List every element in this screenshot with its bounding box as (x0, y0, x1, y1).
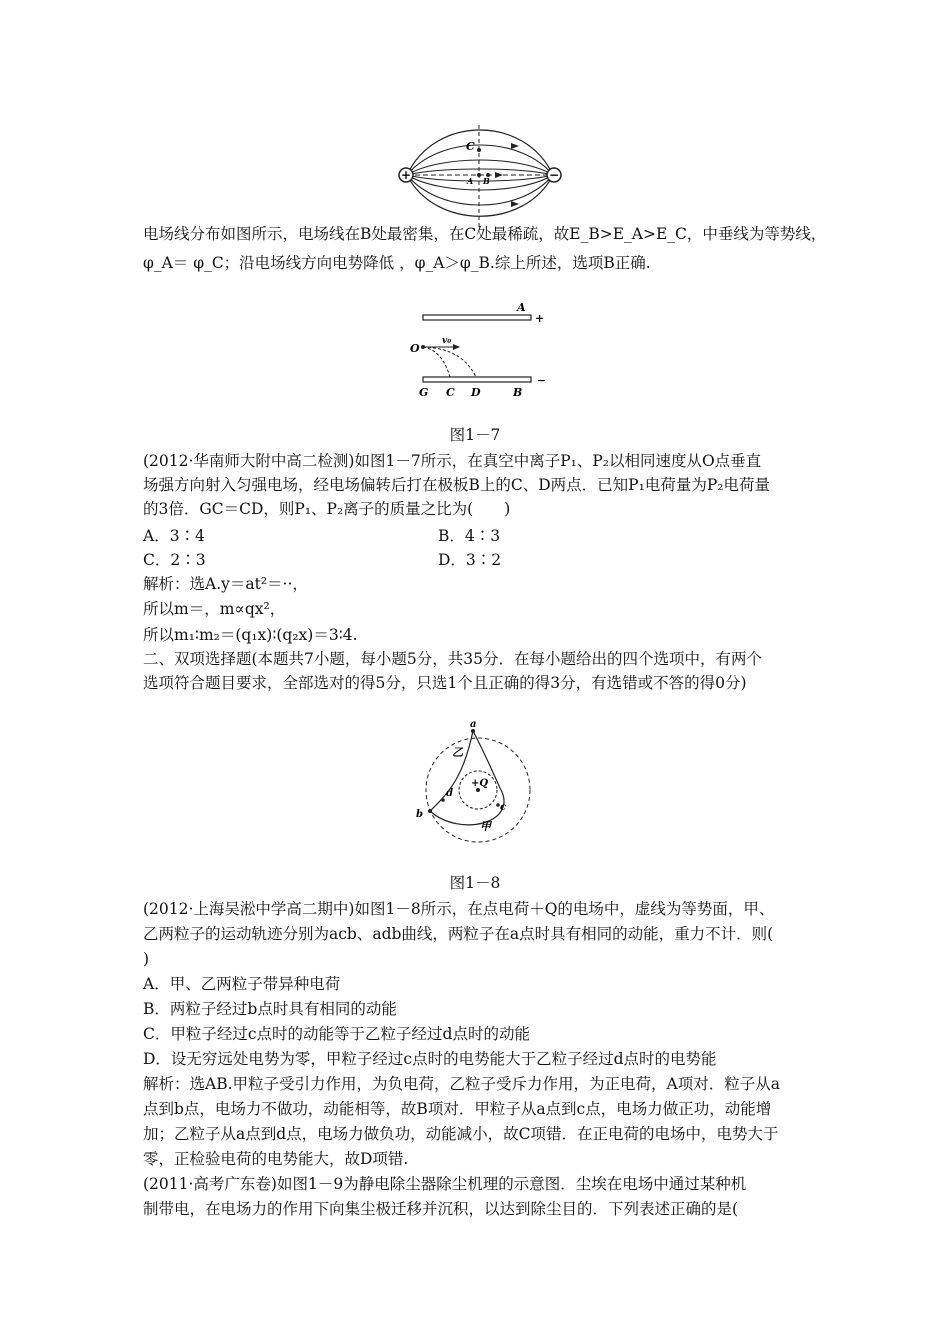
q18-line2: 乙两粒子的运动轨迹分别为acb、adb曲线，两粒子在a点时具有相同的动能，重力不计．则( (143, 925, 774, 943)
label-d: d (446, 788, 453, 799)
label-v0: v₀ (442, 336, 452, 346)
q17-option-b: B．4∶3 (438, 527, 501, 545)
q19-line1: (2011·高考广东卷)如图1－9为静电除尘器除尘机理的示意图．尘埃在电场中通过某种机 (143, 1175, 747, 1193)
q17-option-a: A．3∶4 (143, 527, 205, 545)
label-g: G (419, 386, 429, 399)
label-a: A (467, 176, 474, 186)
q17-line1: (2012·华南师大附中高二检测)如图1－7所示，在真空中离子P₁、P₂以相同速度从O点垂直 (143, 452, 762, 470)
label-c: C (466, 140, 475, 153)
plus-label: + (401, 168, 412, 182)
label-c: C (446, 386, 455, 399)
label-b: B (483, 176, 490, 186)
q18-line1: (2012·上海吴淞中学高二期中)如图1－8所示，在点电荷＋Q的电场中，虚线为等势面，甲、 (143, 900, 775, 918)
figure18-caption: 图1－8 (449, 874, 501, 892)
label-b: b (416, 809, 423, 820)
q18-option-a: A．甲、乙两粒子带异种电荷 (143, 975, 341, 993)
q18-line3: ) (143, 950, 150, 968)
q18-solution-1: 解析：选AB.甲粒子受引力作用，为负电荷，乙粒子受斥力作用，为正电荷，A项对．粒子从a (143, 1075, 780, 1093)
q18-option-d: D．设无穷远处电势为零，甲粒子经过c点时的电势能大于乙粒子经过d点时的电势能 (143, 1050, 717, 1068)
q17-solution-3: 所以m₁∶m₂＝(q₁x)∶(q₂x)＝3∶4. (143, 626, 358, 644)
q19-line2: 制带电，在电场力的作用下向集尘极迁移并沉积，以达到除尘目的．下列表述正确的是( (143, 1200, 739, 1218)
section2-line2: 选项符合题目要求，全部选对的得5分，只选1个且正确的得3分，有选错或不答的得0分) (143, 674, 747, 692)
q18-option-b: B．两粒子经过b点时具有相同的动能 (143, 1000, 397, 1018)
figure17-caption: 图1－7 (449, 426, 501, 444)
q18-option-c: C．甲粒子经过c点时的动能等于乙粒子经过d点时的动能 (143, 1025, 530, 1043)
field-lines-figure (395, 120, 565, 230)
label-yi: 乙 (452, 746, 463, 759)
label-jia: 甲 (480, 820, 491, 833)
minus-label: − (549, 168, 560, 182)
label-minus: − (537, 374, 547, 387)
label-b: B (513, 386, 523, 399)
q18-solution-2: 点到b点，电场力不做功，动能相等，故B项对．甲粒子从a点到c点，电场力做正功，动能增 (143, 1100, 772, 1118)
plates-figure (400, 298, 560, 403)
q18-solution-3: 加；乙粒子从a点到d点，电场力做负功，动能减小，故C项错．在正电荷的电场中，电势大于 (143, 1125, 779, 1143)
para1-line1: 电场线分布如图所示，电场线在B处最密集，在C处最稀疏，故E_B>E_A>E_C，中垂线为等势线， (143, 225, 827, 243)
label-plate-a: A (517, 301, 526, 314)
para1-line2: φ_A＝ φ_C；沿电场线方向电势降低 ，φ_A＞φ_B.综上所述，选项B正确. (143, 254, 651, 272)
label-a: a (470, 719, 477, 730)
label-q: +Q (471, 778, 489, 789)
label-o: O (410, 342, 420, 355)
label-c: c (500, 802, 507, 813)
q17-solution-2: 所以m＝，m∝qx²， (143, 600, 286, 618)
q17-solution-1: 解析：选A.y＝at²＝··， (143, 575, 308, 593)
label-plus: + (535, 312, 545, 325)
q17-option-c: C．2∶3 (143, 551, 206, 569)
q17-options-row1 (143, 525, 823, 547)
q17-options-row2 (143, 549, 823, 571)
section2-line1: 二、双项选择题(本题共7小题，每小题5分，共35分．在每小题给出的四个选项中，有两个 (143, 650, 762, 668)
q18-solution-4: 零，正检验电荷的电势能大，故D项错. (143, 1150, 409, 1168)
q17-option-d: D．3∶2 (438, 551, 502, 569)
label-d: D (471, 386, 481, 399)
q17-line3: 的3倍．GC＝CD，则P₁、P₂离子的质量之比为( ) (143, 500, 511, 518)
q17-line2: 场强方向射入匀强电场，经电场偏转后打在极板B上的C、D两点．已知P₁电荷量为P₂电荷量 (143, 476, 770, 494)
equipotential-figure (410, 718, 540, 843)
